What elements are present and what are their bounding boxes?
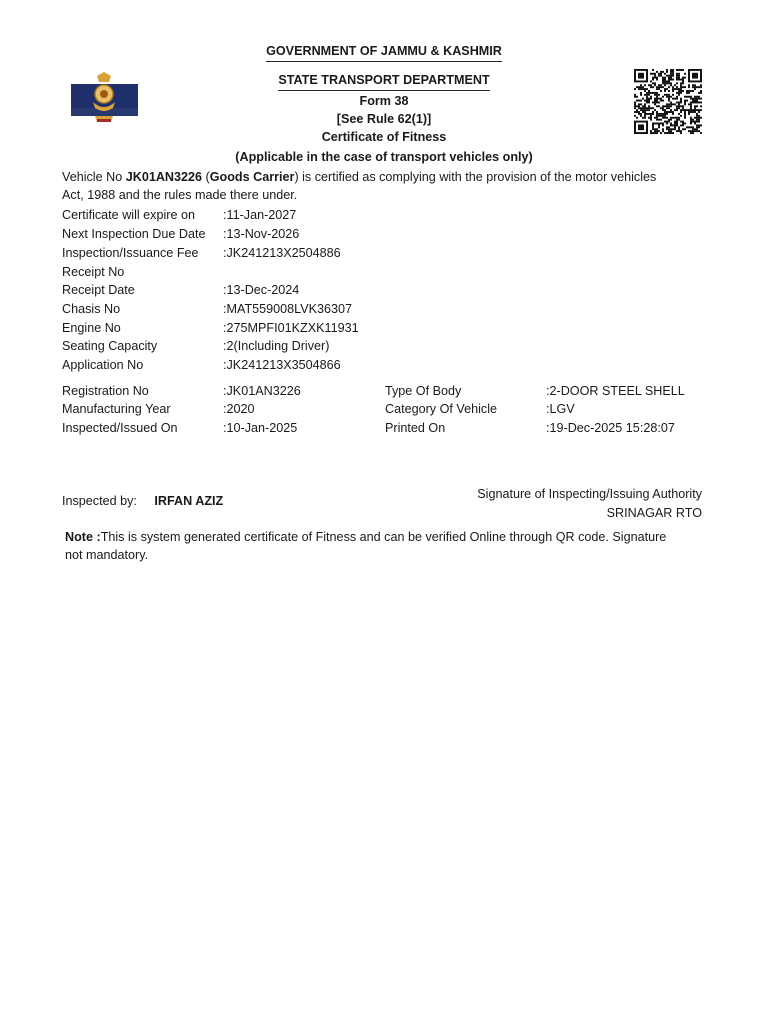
detail-value: :JK01AN3226 xyxy=(223,384,301,398)
detail-value: :JK241213X2504886 xyxy=(223,246,341,260)
detail-label: Receipt Date xyxy=(62,283,135,297)
detail-label: Chasis No xyxy=(62,302,121,316)
detail-value: :10-Jan-2025 xyxy=(223,421,298,435)
detail-row xyxy=(0,339,768,357)
detail-value: :MAT559008LVK36307 xyxy=(223,302,353,316)
detail-row xyxy=(0,302,768,320)
applicability-note: (Applicable in the case of transport vehicles only) xyxy=(235,150,533,164)
detail-row xyxy=(0,208,768,226)
detail-label: Inspected/Issued On xyxy=(62,421,178,435)
government-heading: GOVERNMENT OF JAMMU & KASHMIR xyxy=(0,44,768,62)
vehicle-class: Goods Carrier xyxy=(209,170,295,184)
detail-row xyxy=(0,358,768,376)
vehicle-number: JK01AN3226 xyxy=(125,170,203,184)
detail-label: Manufacturing Year xyxy=(62,402,171,416)
form-number: Form 38 xyxy=(359,94,409,108)
detail-label: Certificate will expire on xyxy=(62,208,195,222)
rule-reference: [See Rule 62(1)] xyxy=(336,112,432,126)
detail-row xyxy=(0,265,768,283)
detail-label: Printed On xyxy=(385,421,446,435)
signature-block xyxy=(477,485,702,522)
intro-line2: Act, 1988 and the rules made there under. xyxy=(62,188,298,202)
detail-value: :2020 xyxy=(223,402,255,416)
certificate-title: Certificate of Fitness xyxy=(321,130,447,144)
detail-label: Next Inspection Due Date xyxy=(62,227,206,241)
inspected-by xyxy=(62,494,223,508)
detail-value: :13-Nov-2026 xyxy=(223,227,300,241)
detail-label: Application No xyxy=(62,358,144,372)
detail-label: Inspection/Issuance Fee xyxy=(62,246,199,260)
note-text-line2: not mandatory. xyxy=(65,548,149,562)
detail-label: Engine No xyxy=(62,321,121,335)
intro-open-paren: ( xyxy=(202,170,210,184)
detail-label: Registration No xyxy=(62,384,149,398)
intro-rest: ) is certified as complying with the provision of the motor vehicles xyxy=(294,170,657,184)
detail-value: :2(Including Driver) xyxy=(223,339,330,353)
detail-label: Category Of Vehicle xyxy=(385,402,498,416)
detail-row xyxy=(0,283,768,301)
detail-value: :11-Jan-2027 xyxy=(223,208,297,222)
intro-paragraph xyxy=(62,168,722,204)
detail-label: Seating Capacity xyxy=(62,339,158,353)
department-heading: STATE TRANSPORT DEPARTMENT xyxy=(0,73,768,91)
detail-value: :13-Dec-2024 xyxy=(223,283,300,297)
detail-value: :275MPFI01KZXK11931 xyxy=(223,321,359,335)
issuing-office: SRINAGAR RTO xyxy=(606,505,702,520)
detail-row xyxy=(0,321,768,339)
note-text: This is system generated certificate of Fitness and can be verified Online through QR code. Signature xyxy=(100,530,667,544)
detail-label: Type Of Body xyxy=(385,384,462,398)
signature-authority-label: Signature of Inspecting/Issuing Authority xyxy=(477,487,702,501)
detail-row xyxy=(0,421,768,439)
inspector-name: IRFAN AZIZ xyxy=(154,494,224,508)
detail-row xyxy=(0,227,768,245)
detail-value: :LGV xyxy=(546,402,575,416)
note-label: Note : xyxy=(65,530,101,544)
detail-value: :JK241213X3504866 xyxy=(223,358,341,372)
detail-row xyxy=(0,384,768,402)
inspected-by-label: Inspected by: xyxy=(62,494,137,508)
detail-row xyxy=(0,402,768,420)
note-block xyxy=(65,528,715,564)
detail-value: :2-DOOR STEEL SHELL xyxy=(546,384,685,398)
intro-prefix: Vehicle No xyxy=(62,170,126,184)
detail-label: Receipt No xyxy=(62,265,125,279)
detail-row xyxy=(0,246,768,264)
detail-value: :19-Dec-2025 15:28:07 xyxy=(546,421,675,435)
